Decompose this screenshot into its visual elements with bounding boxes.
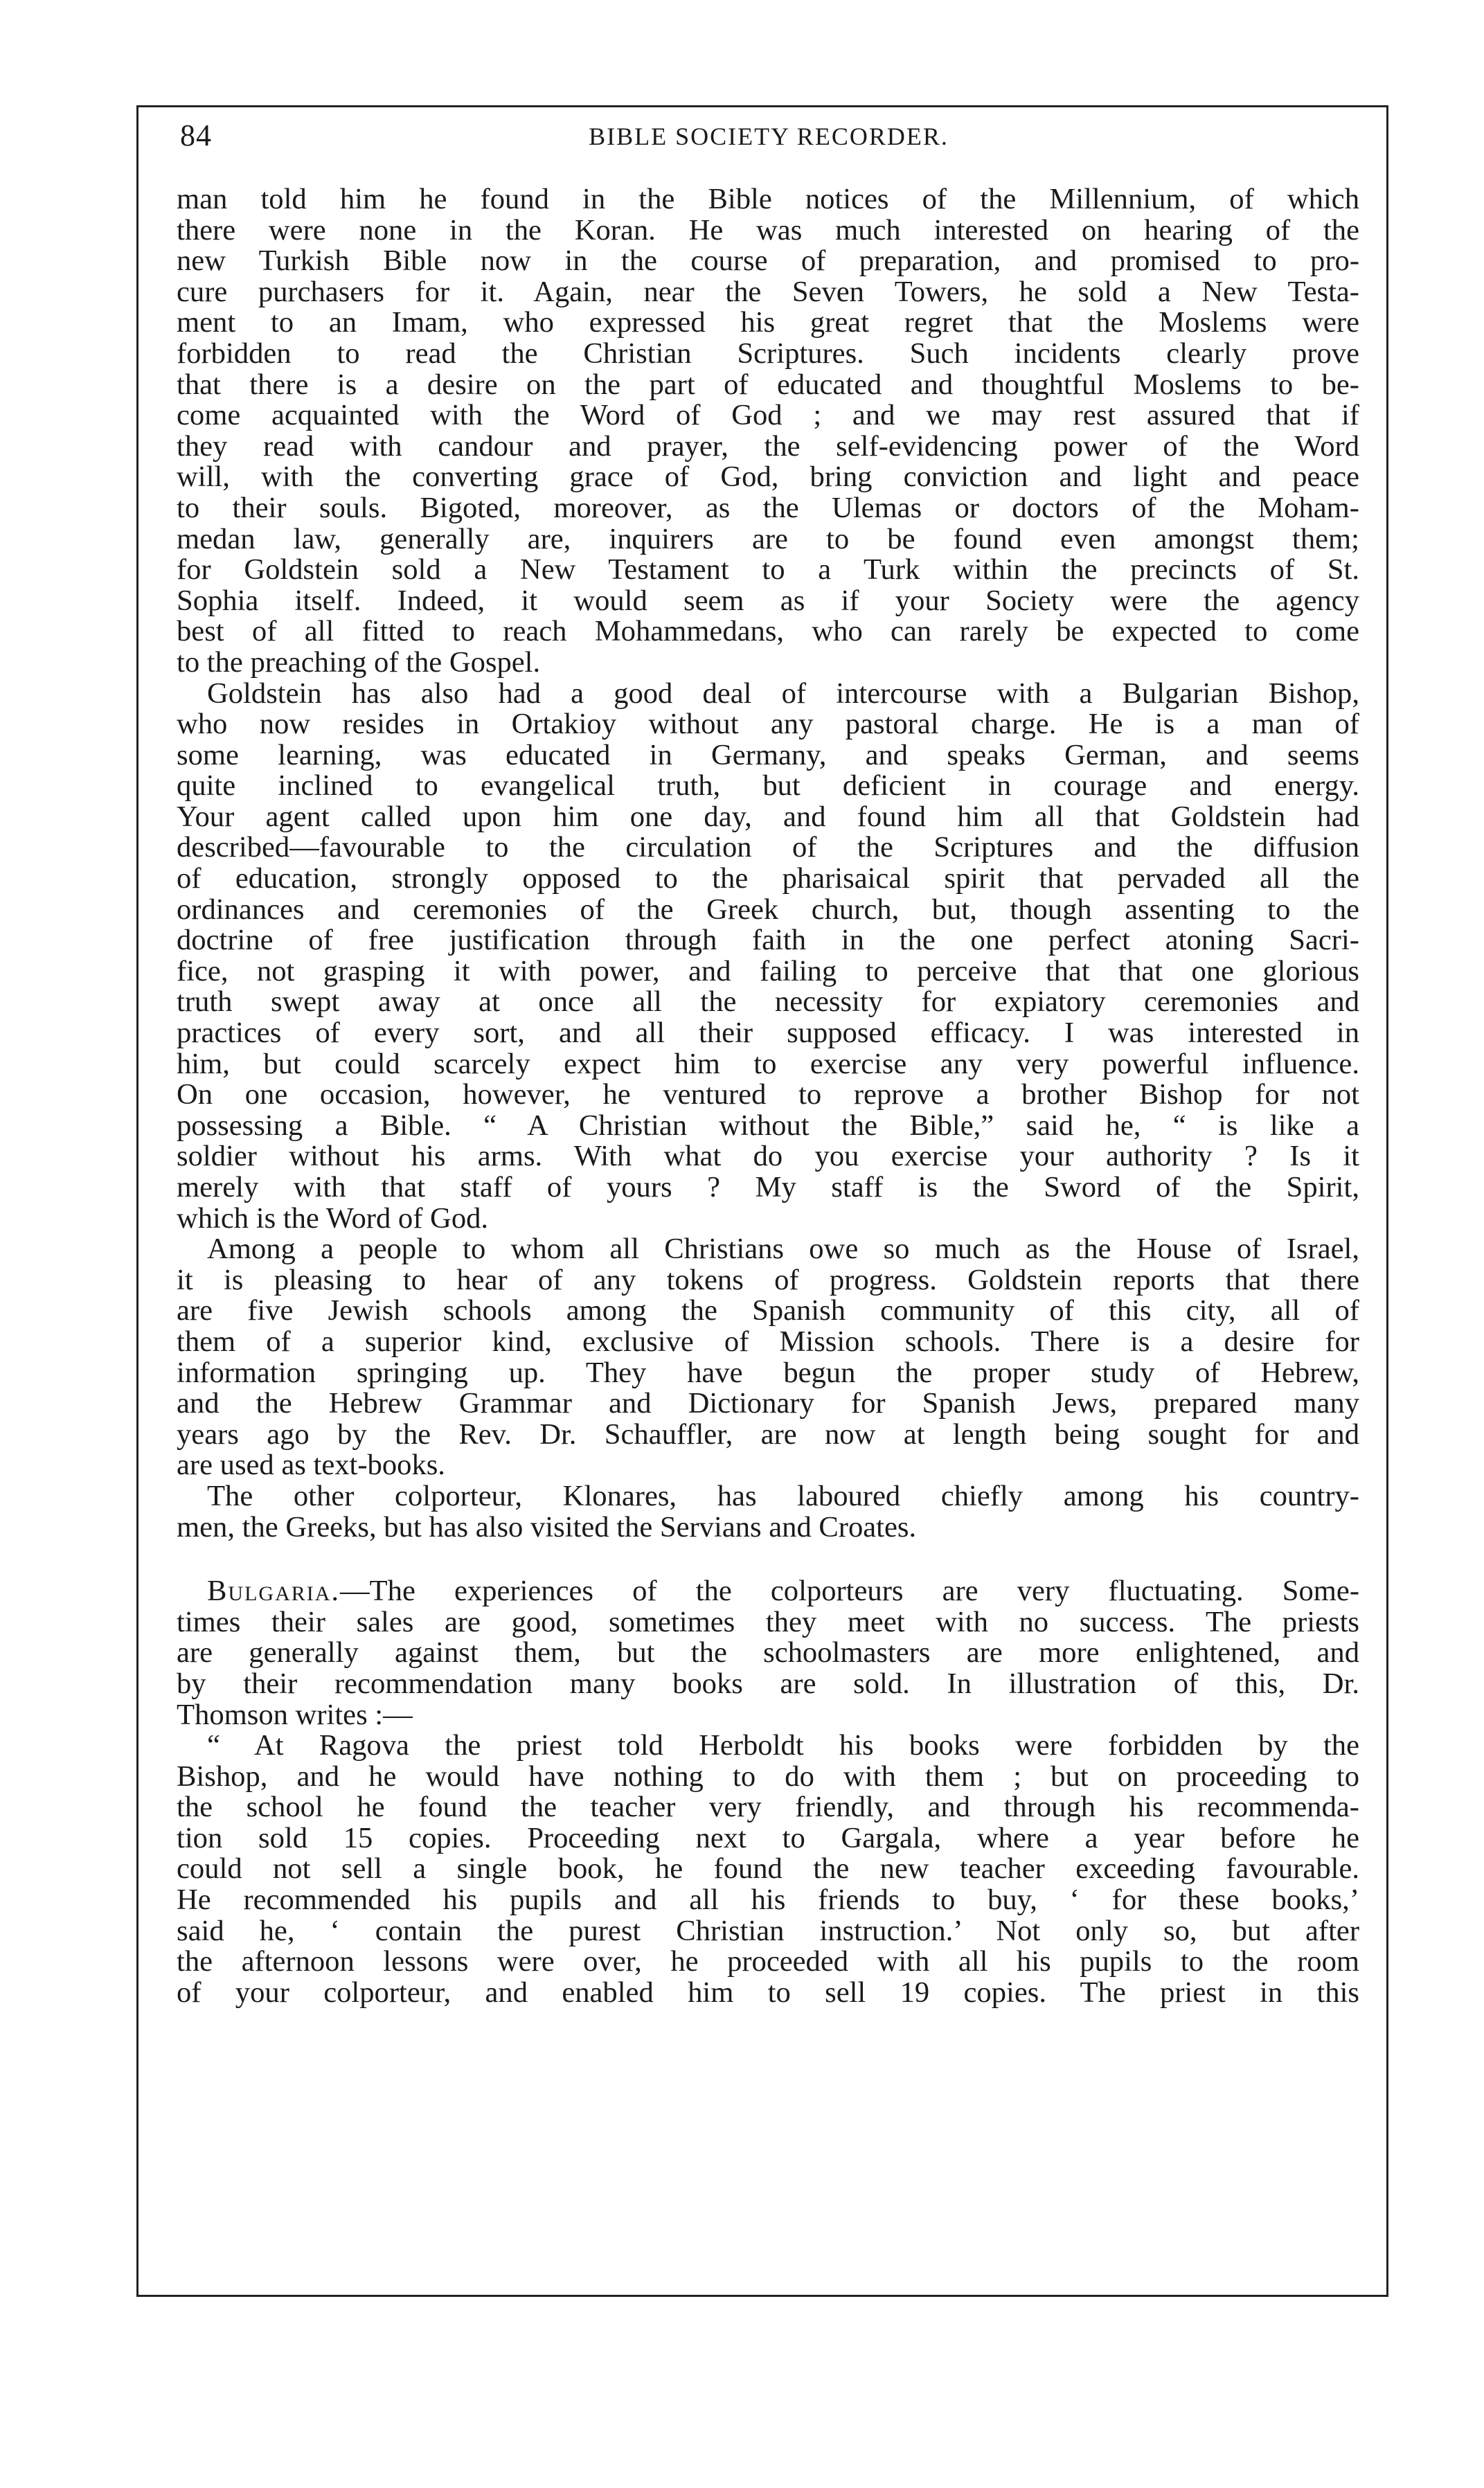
text-line: who now resides in Ortakioy without any pastoral charge. He is a man of [177, 709, 1359, 740]
text-line: the afternoon lessons were over, he proceeded with all his pupils to the room [177, 1946, 1359, 1978]
text-line: tion sold 15 copies. Proceeding next to Gargala, where a year before he [177, 1823, 1359, 1854]
text-line: are used as text-books. [177, 1450, 445, 1481]
text-line: ordinances and ceremonies of the Greek church, but, though assenting to the [177, 894, 1359, 926]
text-line: ment to an Imam, who expressed his great regret that the Moslems were [177, 307, 1359, 339]
text-line: forbidden to read the Christian Scriptures. Such incidents clearly prove [177, 338, 1359, 370]
paragraph [177, 184, 1359, 679]
text-line: are five Jewish schools among the Spanish community of this city, all of [177, 1296, 1359, 1327]
text-line: are generally against them, but the schoolmasters are more enlightened, and [177, 1638, 1359, 1669]
text-line: of education, strongly opposed to the pharisaical spirit that pervaded all the [177, 863, 1359, 895]
text-line: described—favourable to the circulation of the Scriptures and the diffusion [177, 832, 1359, 864]
text-line: Among a people to whom all Christians owe so much as the House of Israel, [207, 1234, 1359, 1265]
text-line: and the Hebrew Grammar and Dictionary for Spanish Jews, prepared many [177, 1388, 1359, 1420]
text-line: man told him he found in the Bible notices of the Millennium, of which [177, 184, 1359, 215]
body-text [177, 184, 1359, 2008]
text-line: information springing up. They have begun the proper study of Hebrew, [177, 1357, 1359, 1389]
page-header [180, 118, 1357, 159]
text-line: him, but could scarcely expect him to exercise any very powerful influence. [177, 1048, 1359, 1080]
text-line: of your colporteur, and enabled him to sell 19 copies. The priest in this [177, 1977, 1359, 2009]
text-line: best of all fitted to reach Mohammedans, who can rarely be expected to come [177, 616, 1359, 647]
text-line: the school he found the teacher very friendly, and through his recommenda- [177, 1792, 1359, 1823]
text-line: come acquainted with the Word of God ; and we may rest assured that if [177, 400, 1359, 431]
running-head: BIBLE SOCIETY RECORDER. [589, 123, 949, 150]
text-line: Thomson writes :— [177, 1699, 413, 1731]
text-line: men, the Greeks, but has also visited the Servians and Croates. [177, 1512, 917, 1543]
text-fragment: —The experiences of the colporteurs are very fluctuating. Some- [340, 1576, 1359, 1607]
text-line: cure purchasers for it. Again, near the Seven Towers, he sold a New Testa- [177, 276, 1359, 308]
text-line: merely with that staff of yours ? My staff is the Sword of the Spirit, [177, 1172, 1359, 1203]
text-line: that there is a desire on the part of educated and thoughtful Moslems to be- [177, 369, 1359, 401]
section-spacer [177, 1543, 1359, 1576]
text-line: will, with the converting grace of God, bring conviction and light and peace [177, 462, 1359, 493]
quotation-paragraph [177, 1730, 1359, 2008]
paragraph [177, 1234, 1359, 1481]
text-line: could not sell a single book, he found the new teacher exceeding favourable. [177, 1854, 1359, 1886]
text-line: it is pleasing to hear of any tokens of progress. Goldstein reports that there [177, 1264, 1359, 1296]
text-line: some learning, was educated in Germany, and speaks German, and seems [177, 740, 1359, 771]
text-line: Bishop, and he would have nothing to do with them ; but on proceeding to [177, 1761, 1359, 1793]
section-heading-bulgaria: Bulgaria. [207, 1576, 341, 1607]
text-line: possessing a Bible. “ A Christian without the Bible,” said he, “ is like a [177, 1110, 1359, 1142]
paragraph [177, 1481, 1359, 1543]
text-line: for Goldstein sold a New Testament to a Turk within the precincts of St. [177, 555, 1359, 586]
text-line: truth swept away at once all the necessity for expiatory ceremonies and [177, 987, 1359, 1019]
text-line: they read with candour and prayer, the self-evidencing power of the Word [177, 431, 1359, 463]
text-line: Sophia itself. Indeed, it would seem as if your Society were the agency [177, 585, 1359, 617]
text-line: years ago by the Rev. Dr. Schauffler, are now at length being sought for and [177, 1419, 1359, 1451]
text-line: there were none in the Koran. He was much interested on hearing of the [177, 215, 1359, 247]
text-line: quite inclined to evangelical truth, but deficient in courage and energy. [177, 771, 1359, 802]
text-line: He recommended his pupils and all his friends to buy, ‘ for these books,’ [177, 1885, 1359, 1916]
text-line: practices of every sort, and all their supposed efficacy. I was interested in [177, 1018, 1359, 1049]
text-line: by their recommendation many books are sold. In illustration of this, Dr. [177, 1668, 1359, 1700]
text-line: fice, not grasping it with power, and failing to perceive that that one glorious [177, 956, 1359, 987]
page-number: 84 [180, 118, 212, 152]
text-line: new Turkish Bible now in the course of preparation, and promised to pro- [177, 246, 1359, 277]
text-line: which is the Word of God. [177, 1203, 489, 1235]
text-line: soldier without his arms. With what do you exercise your authority ? Is it [177, 1141, 1359, 1172]
text-line: Your agent called upon him one day, and found him all that Goldstein had [177, 801, 1359, 833]
text-line: The other colporteur, Klonares, has laboured chiefly among his country- [207, 1480, 1359, 1512]
text-line: to their souls. Bigoted, moreover, as the Ulemas or doctors of the Moham- [177, 492, 1359, 524]
section-paragraph-bulgaria [177, 1576, 1359, 1730]
text-line: doctrine of free justification through faith in the one perfect atoning Sacri- [177, 925, 1359, 956]
text-line [177, 1576, 1359, 1607]
text-line: them of a superior kind, exclusive of Mission schools. There is a desire for [177, 1326, 1359, 1358]
text-line: medan law, generally are, inquirers are to be found even amongst them; [177, 523, 1359, 555]
text-line: On one occasion, however, he ventured to reprove a brother Bishop for not [177, 1080, 1359, 1111]
text-line: times their sales are good, sometimes they meet with no success. The priests [177, 1607, 1359, 1638]
text-line: “ At Ragova the priest told Herboldt his books were forbidden by the [207, 1730, 1359, 1762]
paragraph [177, 679, 1359, 1235]
text-line: to the preaching of the Gospel. [177, 647, 541, 679]
text-line: said he, ‘ contain the purest Christian instruction.’ Not only so, but after [177, 1915, 1359, 1947]
text-line: Goldstein has also had a good deal of intercourse with a Bulgarian Bishop, [207, 678, 1359, 710]
